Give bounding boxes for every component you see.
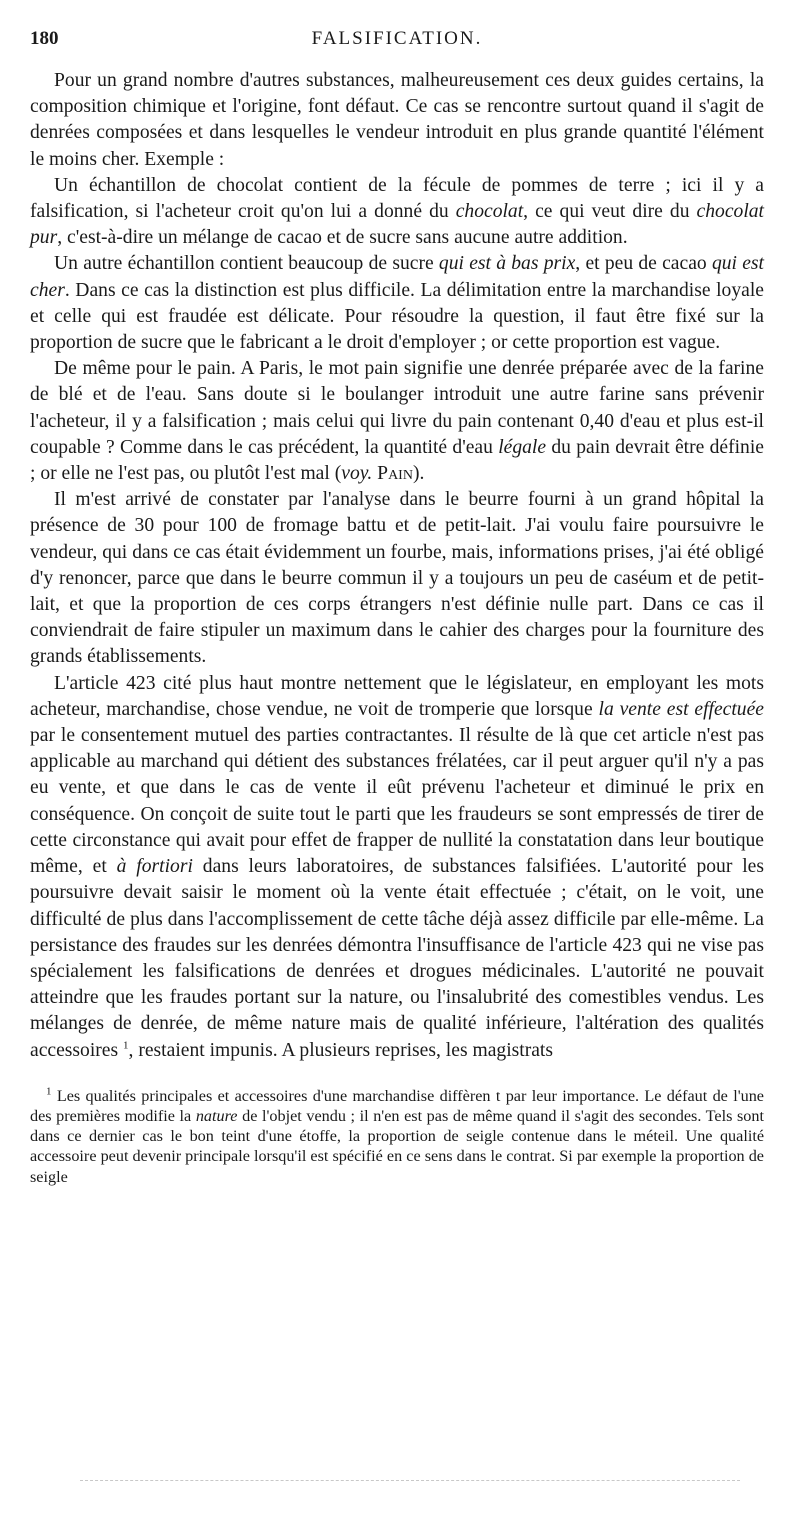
footnotes <box>30 1086 764 1187</box>
italic-text: à fortiori <box>116 856 193 878</box>
italic-text: voy. <box>341 463 373 485</box>
text-run: Un échantillon de chocolat contient de la fécule de pommes de terre ; ici il y a falsification, si l'acheteur croit qu'on lui a donné du <box>30 174 764 223</box>
text-run: ). <box>412 463 425 485</box>
footnote-marker: 1 <box>123 1038 129 1051</box>
italic-text: la vente est effectuée <box>598 698 764 720</box>
footnote-marker: 1 <box>46 1085 52 1098</box>
small-caps-text: Pain <box>377 463 413 485</box>
text-run: , restaient impunis. A plusieurs reprises, les magistrats <box>128 1039 554 1061</box>
italic-text: chocolat <box>455 201 524 223</box>
text-run: du pain devrait être définie ; or elle ne l'est pas, ou plutôt l'est mal ( <box>30 436 764 485</box>
text-run: , ce qui veut dire du <box>523 201 697 223</box>
text-run: L'article 423 cité plus haut montre nettement que le législateur, en employant les mots acheteur, marchandise, chose vendue, ne voit de tromperie que lorsque <box>30 672 764 720</box>
paragraph <box>30 487 764 670</box>
footnote <box>30 1086 764 1187</box>
text-run: dans leurs laboratoires, de substances falsifiées. L'autorité pour les poursuivre devait saisir le moment où la vente était effectuée ; c'était, on le voit, une difficulté de plus dans l'accomplissement de cette tâche déjà assez difficile par elle-même. La persistance des fraudes sur les denrées démontra l'insuffisance de l'article 423 qui ne vise pas spécialement les falsifications de denrées et drogues médicinales. L'autorité ne pouvait atteindre que les fraudes portant sur la nature, ou l'insalubrité des comestibles vendus. Les mélanges de denrée, de même nature mais de qualité inférieure, l'altération des qualités accessoires <box>30 856 764 1061</box>
text-run: De même pour le pain. A Paris, le mot pain signifie une denrée préparée avec de la farine de blé et de l'eau. Sans doute si le boulanger introduit une autre farine sans prévenir l'acheteur, il y a falsification ; mais celui qui livre du pain contenant 0,40 d'eau et plus est-il coupable ? Comme dans le cas précédent, la quantité d'eau <box>30 358 764 458</box>
paragraph <box>30 671 764 1064</box>
paragraph <box>30 356 764 487</box>
italic-text: qui est cher <box>30 253 764 301</box>
page-number: 180 <box>30 28 59 49</box>
text-run: Il m'est arrivé de constater par l'analyse dans le beurre fourni à un grand hôpital la présence de 30 pour 100 de fromage battu et de petit-lait. J'ai voulu faire poursuivre le vendeur, qui dans ce cas était évidemment un fourbe, mais, informations prises, j'ai été obligé d'y renoncer, parce que dans le beurre commun il y a toujours un peu de caséum et de petit-lait, et que la proportion de ces corps étrangers n'est définie nulle part. Dans ce cas il conviendrait de faire stipuler un maximum dans le cahier des charges pour la fourniture des grands établissements. <box>30 489 764 668</box>
paragraph <box>30 68 764 173</box>
italic-text: qui est à bas prix <box>438 253 576 275</box>
italic-text: chocolat pur <box>30 201 764 249</box>
text-run: par le consentement mutuel des parties contractantes. Il résulte de là que cet article n'est pas applicable au marchand qui détient des substances frélatées, car il peut arguer qu'il n'y a pas eu vente, et que dans le cas de vente il eût prévenu l'acheteur et diminué le prix en conséquence. On conçoit de suite tout le parti que les fraudeurs se sont empressés de tirer de cette circonstance qui avait pour effet de frapper de nullité la constatation dans leur boutique même, et <box>30 725 764 878</box>
text-run: Pour un grand nombre d'autres substances, malheureusement ces deux guides certains, la composition chimique et l'origine, font défaut. Ce cas se rencontre surtout quand il s'agit de denrées composées et dans lesquelles le vendeur introduit en plus grande quantité l'élément le moins cher. Exemple : <box>30 70 764 170</box>
paragraph <box>30 251 764 356</box>
text-run: , et peu de cacao <box>575 253 712 275</box>
text-run: , c'est-à-dire un mélange de cacao et de sucre sans aucune autre addition. <box>57 227 628 249</box>
text-run: Un autre échantillon contient beaucoup de sucre <box>54 253 439 275</box>
running-title: FALSIFICATION. <box>311 28 483 49</box>
running-head <box>30 28 764 58</box>
body-text <box>30 68 764 1064</box>
book-page <box>30 28 764 1187</box>
text-run: Les qualités principales et accessoires d'une marchandise diffèren t par leur importance. Le défaut de l'une des premières modifie la <box>30 1086 764 1125</box>
text-run: de l'objet vendu ; il n'en est pas de même quand il s'agit des secondes. Tels sont dans ce dernier cas le bon teint d'une étoffe, la proportion de seigle contenue dans le méteil. Une qualité accessoire peut devenir principale lorsqu'il est spécifié en ce sens dans le contrat. Si par exemple la proportion de seigle <box>30 1106 764 1186</box>
italic-text: nature <box>195 1106 238 1125</box>
page-bottom-smudge <box>80 1480 740 1483</box>
text-run: . Dans ce cas la distinction est plus difficile. La délimitation entre la marchandise loyale et celle qui est fraudée est délicate. Pour résoudre la question, il faut être fixé sur la proportion de sucre que le fabricant a le droit d'employer ; or cette proportion est vague. <box>30 279 764 354</box>
italic-text: légale <box>498 436 547 458</box>
paragraph <box>30 173 764 252</box>
